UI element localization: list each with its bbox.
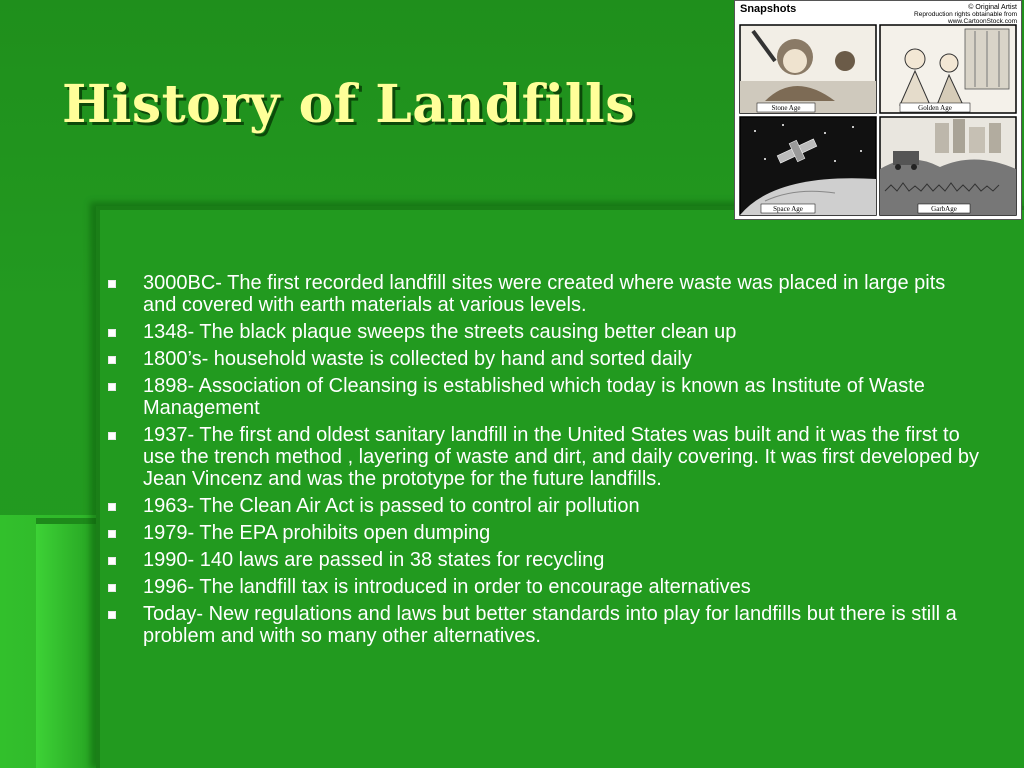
square-bullet-icon [108, 432, 116, 440]
panel-label-golden-age: Golden Age [918, 104, 952, 112]
cartoon-credit-3: www.CartoonStock.com [948, 18, 1017, 25]
list-item-text: 1996- The landfill tax is introduced in order to encourage alternatives [143, 576, 751, 598]
list-item-text: 1937- The first and oldest sanitary landfill in the United States was built and it was the first to use the trench method , layering of waste and dirt, and daily covering. It was first developed by Jean Vincenz and was the prototype for the future landfills. [143, 424, 980, 490]
square-bullet-icon [108, 503, 116, 511]
list-item-text: 1963- The Clean Air Act is passed to control air pollution [143, 495, 640, 517]
list-item [100, 549, 980, 571]
list-item [100, 321, 980, 343]
list-item-text: 1990- 140 laws are passed in 38 states for recycling [143, 549, 605, 571]
list-item-text: 1800’s- household waste is collected by hand and sorted daily [143, 348, 692, 370]
square-bullet-icon [108, 611, 116, 619]
panel-label-stone-age: Stone Age [771, 104, 801, 112]
cartoon-header: Snapshots [740, 3, 797, 15]
cartoon-credit-1: © Original Artist [968, 4, 1017, 11]
square-bullet-icon [108, 530, 116, 538]
list-item [100, 272, 980, 316]
panel-stone-age [740, 25, 876, 113]
list-item-text: 1898- Association of Cleansing is established which today is known as Institute of Waste Management [143, 375, 925, 419]
cartoon-credit-2: Reproduction rights obtainable from [914, 11, 1017, 18]
square-bullet-icon [108, 280, 116, 288]
cartoon-image [734, 0, 1022, 220]
list-item [100, 603, 980, 647]
slide-title: History of Landfills [62, 74, 636, 135]
list-item-text: 1979- The EPA prohibits open dumping [143, 522, 491, 544]
list-item [100, 522, 980, 544]
list-item [100, 495, 980, 517]
list-item [100, 348, 980, 370]
list-item [100, 576, 980, 598]
list-item-text: 1348- The black plaque sweeps the streets causing better clean up [143, 321, 737, 343]
list-item [100, 375, 980, 419]
square-bullet-icon [108, 356, 116, 364]
decorative-left-strip [36, 518, 96, 768]
panel-garbage [880, 117, 1016, 215]
bullet-list [100, 272, 980, 652]
list-item [100, 424, 980, 490]
panel-golden-age [880, 25, 1016, 113]
square-bullet-icon [108, 557, 116, 565]
square-bullet-icon [108, 584, 116, 592]
square-bullet-icon [108, 329, 116, 337]
panel-space-age [740, 117, 876, 215]
list-item-text: 3000BC- The first recorded landfill sites were created where waste was placed in large pits and covered with earth materials at various levels. [143, 272, 946, 316]
panel-label-garbage: GarbAge [931, 205, 957, 213]
panel-label-space-age: Space Age [773, 205, 803, 213]
list-item-text: Today- New regulations and laws but better standards into play for landfills but there is still a problem and with so many other alternatives. [143, 603, 957, 647]
square-bullet-icon [108, 383, 116, 391]
